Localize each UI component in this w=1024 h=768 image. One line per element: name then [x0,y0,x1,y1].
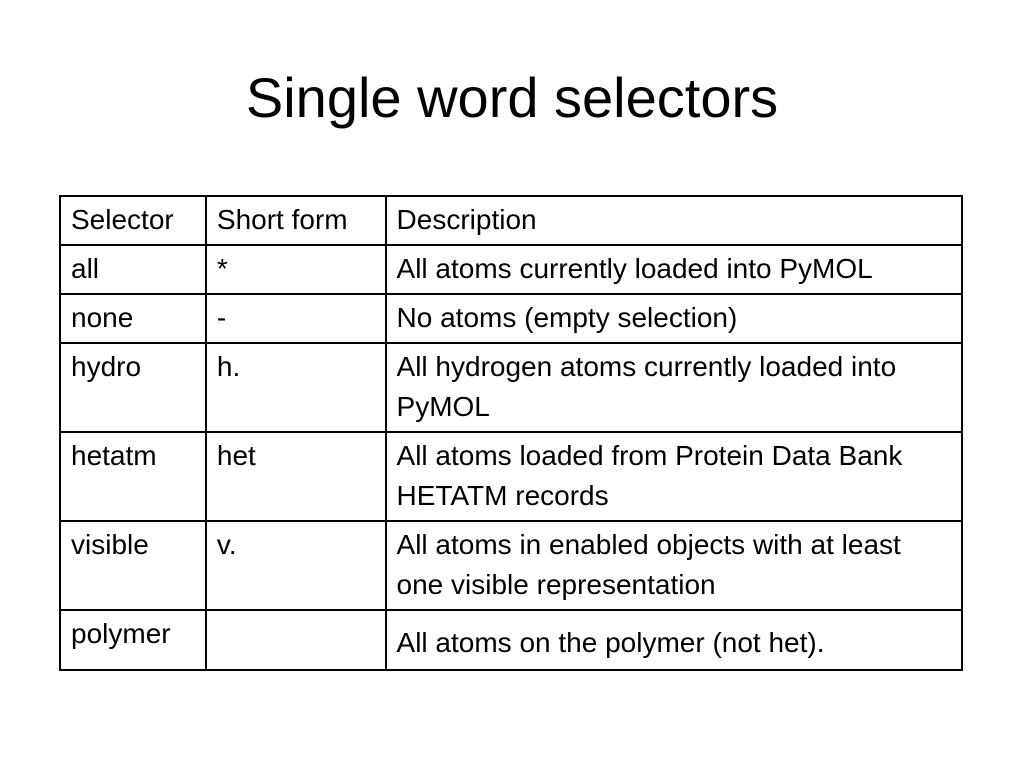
table-row [60,432,962,521]
selector-cell: hydro [60,343,206,432]
table-row [60,245,962,294]
table-row [60,343,962,432]
selector-cell: none [60,294,206,343]
description-cell: No atoms (empty selection) [386,294,962,343]
description-cell: All hydrogen atoms currently loaded into PyMOL [386,343,962,432]
selector-cell: visible [60,521,206,610]
selector-table [59,195,963,671]
page-title: Single word selectors [245,66,779,129]
header-selector: Selector [60,196,206,245]
table-header-row [60,196,962,245]
header-short-form: Short form [206,196,386,245]
short-form-cell: v. [206,521,386,610]
short-form-cell: h. [206,343,386,432]
short-form-cell [206,610,386,670]
description-cell: All atoms in enabled objects with at least one visible representation [386,521,962,610]
short-form-cell: het [206,432,386,521]
table-row [60,521,962,610]
short-form-cell: - [206,294,386,343]
table-row [60,294,962,343]
selector-cell: hetatm [60,432,206,521]
description-cell: All atoms loaded from Protein Data Bank HETATM records [386,432,962,521]
description-cell: All atoms currently loaded into PyMOL [386,245,962,294]
selector-cell: polymer [60,610,206,670]
short-form-cell: * [206,245,386,294]
description-cell: All atoms on the polymer (not het). [386,610,962,670]
table-row [60,610,962,670]
selector-cell: all [60,245,206,294]
header-description: Description [386,196,962,245]
